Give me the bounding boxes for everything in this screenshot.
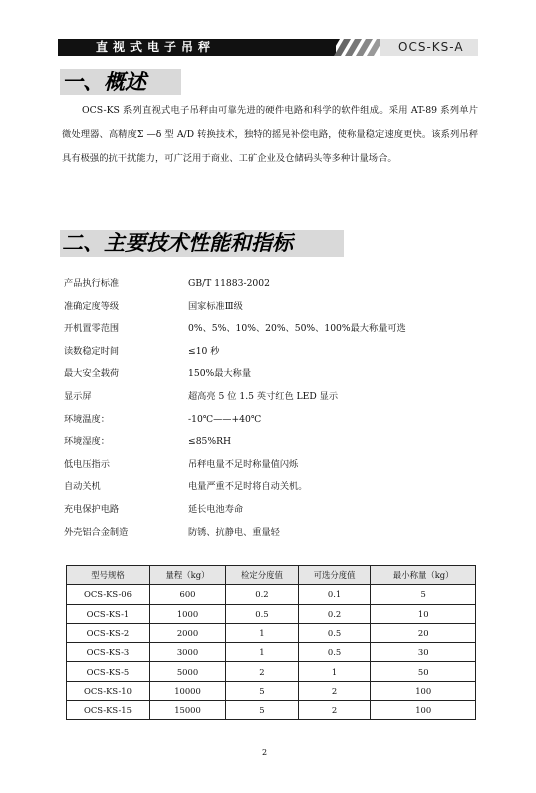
spec-row (64, 457, 484, 480)
table-row (67, 604, 476, 623)
table-row (67, 585, 476, 604)
table-row (67, 623, 476, 642)
table-cell: OCS-KS-10 (67, 681, 150, 700)
spec-value: ≤10 秒 (188, 345, 220, 357)
table-cell: 1 (298, 662, 371, 681)
spec-value: 电量严重不足时将自动关机。 (188, 481, 308, 493)
table-header-cell: 检定分度值 (226, 566, 299, 585)
spec-value: ≤85%RH (188, 436, 232, 448)
spec-value: 150%最大称量 (188, 368, 252, 380)
table-cell: OCS-KS-2 (67, 623, 150, 642)
spec-row (64, 502, 484, 525)
table-cell: 1 (226, 643, 299, 662)
spec-label: 充电保护电路 (64, 503, 120, 515)
table-row (67, 662, 476, 681)
table-cell: 10 (371, 604, 476, 623)
table-cell: 0.5 (226, 604, 299, 623)
table-cell: 600 (149, 585, 225, 604)
spec-row (64, 366, 484, 389)
table-cell: 2000 (149, 623, 225, 642)
spec-label: 准确定度等级 (64, 300, 120, 312)
table-cell: 5 (371, 585, 476, 604)
section2-heading: 二、主要技术性能和指标 (62, 231, 293, 255)
header-title: 直视式电子吊秤 (96, 40, 216, 54)
table-row (67, 681, 476, 700)
table-cell: 100 (371, 681, 476, 700)
table-header-cell: 可选分度值 (298, 566, 371, 585)
table-cell: 50 (371, 662, 476, 681)
spec-value: 0%、5%、10%、20%、50%、100%最大称量可选 (188, 323, 406, 335)
table-cell: 5 (226, 701, 299, 720)
table-cell: OCS-KS-5 (67, 662, 150, 681)
spec-row (64, 389, 484, 412)
header-model-code: OCS-KS-A (398, 40, 464, 54)
table-cell: OCS-KS-1 (67, 604, 150, 623)
table-cell: 100 (371, 701, 476, 720)
model-spec-table (66, 565, 476, 720)
table-cell: 1000 (149, 604, 225, 623)
table-cell: 20 (371, 623, 476, 642)
spec-label: 开机置零范围 (64, 323, 120, 335)
table-cell: 2 (298, 701, 371, 720)
table-cell: 0.2 (226, 585, 299, 604)
spec-row (64, 344, 484, 367)
spec-value: 防锈、抗静电、重量轻 (188, 526, 280, 538)
spec-value: -10℃——+40℃ (188, 413, 262, 425)
table-header-cell: 量程（kg） (149, 566, 225, 585)
spec-row (64, 525, 484, 548)
table-cell: 1 (226, 623, 299, 642)
table-header-cell: 最小称量（kg） (371, 566, 476, 585)
overview-paragraph: OCS-KS 系列直视式电子吊秤由可靠先进的硬件电路和科学的软件组成。采用 AT-89 系列单片微处理器、高精度Σ —δ 型 A/D 转换技术，独特的摇晃补偿电路，使称量稳定速度更快。该系列吊秤具有极强的抗干扰能力，可广泛用于商业、工矿企业及仓储码头等多种计量场合。 (62, 105, 478, 164)
table-cell: 5 (226, 681, 299, 700)
spec-row (64, 299, 484, 322)
header-stripes-decoration (318, 39, 388, 56)
spec-row (64, 412, 484, 435)
spec-label: 自动关机 (64, 481, 101, 493)
table-cell: 3000 (149, 643, 225, 662)
page-number: 2 (262, 748, 268, 757)
spec-value: 吊秤电量不足时称量值闪烁 (188, 458, 299, 470)
table-cell: 30 (371, 643, 476, 662)
spec-label: 最大安全载荷 (64, 368, 120, 380)
spec-label: 环境湿度： (64, 436, 110, 448)
spec-label: 读数稳定时间 (64, 345, 120, 357)
table-header-cell: 型号规格 (67, 566, 150, 585)
table-row (67, 643, 476, 662)
table-cell: 15000 (149, 701, 225, 720)
table-cell: 0.1 (298, 585, 371, 604)
spec-label: 外壳铝合金制造 (64, 526, 129, 538)
table-cell: OCS-KS-15 (67, 701, 150, 720)
spec-label: 产品执行标准 (64, 278, 120, 289)
spec-value: 延长电池寿命 (188, 503, 244, 515)
table-cell: 0.5 (298, 643, 371, 662)
spec-row (64, 321, 484, 344)
table-cell: 0.2 (298, 604, 371, 623)
spec-row (64, 434, 484, 457)
table-cell: 0.5 (298, 623, 371, 642)
table-cell: OCS-KS-3 (67, 643, 150, 662)
spec-row (64, 479, 484, 502)
spec-value: 国家标准Ⅲ级 (188, 300, 243, 312)
table-cell: OCS-KS-06 (67, 585, 150, 604)
spec-label: 环境温度： (64, 413, 110, 425)
table-row (67, 701, 476, 720)
table-cell: 2 (226, 662, 299, 681)
table-cell: 2 (298, 681, 371, 700)
spec-list (64, 276, 484, 547)
section1-heading: 一、概述 (62, 70, 146, 94)
spec-label: 显示屏 (64, 390, 92, 402)
spec-label: 低电压指示 (64, 458, 110, 470)
table-cell: 5000 (149, 662, 225, 681)
page-header (58, 39, 478, 56)
table-cell: 10000 (149, 681, 225, 700)
spec-row (64, 276, 484, 299)
table-header-row (67, 566, 476, 585)
spec-value: GB/T 11883-2002 (188, 278, 270, 289)
spec-value: 超高亮 5 位 1.5 英寸红色 LED 显示 (188, 390, 339, 402)
